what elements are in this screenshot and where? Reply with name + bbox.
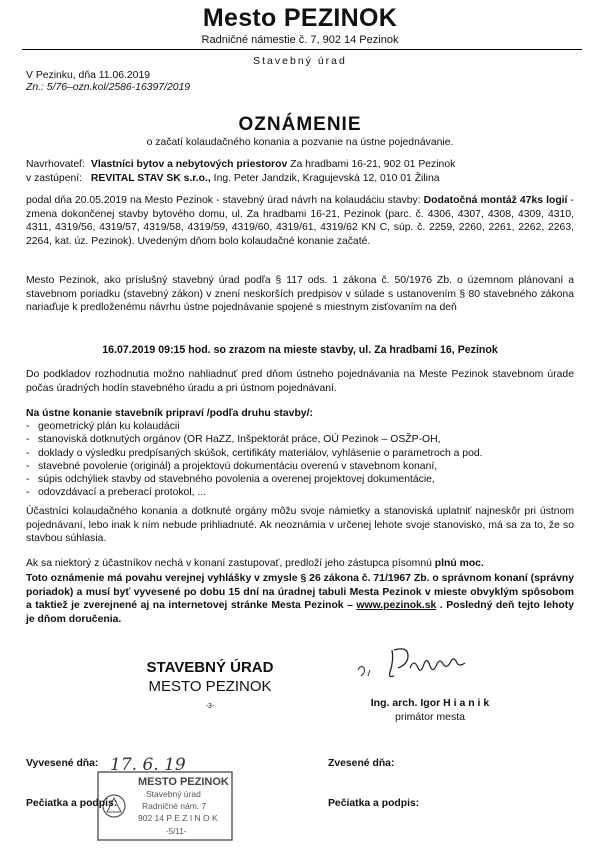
list-item: - geometrický plán ku kolaudácii [26,420,483,433]
paragraph-authority: Mesto Pezinok, ako príslušný stavebný úrad podľa § 117 ods. 1 zákona č. 50/1976 Zb. o územnom plánovaní a stavebnom poriadku (stavebný zákon) v znení neskorších predpisov v súlade s ustanovením § 80 stavebného zákona nariaďuje k predloženému návrhu ústne pojednávanie spojené s miestnym zisťovaním na deň [26,275,574,314]
handwritten-signature [350,640,490,690]
paragraph-representation [26,557,574,571]
announcement-title: OZNÁMENIE [238,114,362,135]
paragraph-public-notice [26,572,574,626]
place-date: V Pezinku, dňa 11.06.2019 [26,70,151,81]
representation-text: Ak sa niektorý z účastníkov nechá v konaní zastupovať, predloží jeho zástupca písomnú [26,558,435,569]
removed-date-label: Zvesené dňa: [328,758,395,769]
representative-address: Ing. Peter Jandzik, Kragujevská 12, 010 01 Žilina [210,173,440,184]
list-item: - odovzdávací a preberací protokol, ... [26,486,483,499]
list-item: - stavebné povolenie (originál) a projektovú dokumentáciu overenú v stavebnom konaní, [26,460,483,473]
power-of-attorney: plnú moc. [434,558,484,569]
public-notice-text: Toto oznámenie má povahu verejnej vyhlášky v zmysle § 26 zákona č. 71/1967 Zb. o správnom konaní (správny poriadok) a musí byť vyvesené po dobu 15 dní na úradnej tabuli Mesta Pezinok v mieste obvyklým spôsobom a taktiež je zverejnené aj na internetovej stránke Mesta Pezinok – [26,573,574,612]
applicant-row [26,158,455,172]
header-rule [22,49,582,50]
announcement-subtitle: o začatí kolaudačného konania a pozvanie na ústne pojednávanie. [146,137,454,148]
signature-office-line2: MESTO PEZINOK [148,678,272,695]
paragraph-objections: Účastníci kolaudačného konania a dotknuté orgány môžu svoje námietky a stanoviská uplatniť najneskôr pri ústnom pojednávaní, lebo inak k ním nebude prihliadnuté. Ak neoznámia v určenej lehote svoje stanovisko, má sa za to, že so stavbou súhlasia. [26,506,574,545]
reference-number: Zn.: 5/76–ozn.kol/2586-16397/2019 [26,82,191,93]
stamp-line5: -5/11- [166,827,187,836]
signatory-name: Ing. arch. Igor H i a n i k [370,697,490,709]
representative-name: REVITAL STAV SK s.r.o., [90,173,211,184]
applicant-name: Vlastníci bytov a nebytových priestorov [90,159,288,170]
stamp-line4: 902 14 P E Z I N O K [138,813,218,823]
header-office: Stavebný úrad [253,55,347,67]
header-title: Mesto PEZINOK [202,4,398,32]
hearing-date: 16.07.2019 09:15 hod. so zrazom na mieste stavby, ul. Za hradbami 16, Pezinok [102,344,498,356]
applicant-label: Navrhovateľ: [26,159,86,170]
representative-label: v zastúpení: [26,173,83,184]
signature-office-line1: STAVEBNÝ ÚRAD [146,659,274,676]
stamp-line2: Stavebný úrad [146,789,201,799]
public-notice-end: . Posledný deň tejto lehoty je dňom doručenia. [26,600,574,625]
website-link[interactable]: www.pezinok.sk [356,600,437,612]
list-item: - doklady o výsledku predpísaných skúšok, certifikáty materiálov, vyhlásenie o parametroch a pod. [26,447,483,460]
proposal-subject: Dodatočná montáž 47ks logií [423,195,568,206]
representative-row [26,172,440,186]
stamp-line3: Radničné nám. 7 [142,801,207,811]
posted-date-label: Vyvesené dňa: [26,758,99,769]
header-address: Radničné námestie č. 7, 902 14 Pezinok [201,34,399,46]
stamp-signature-label-left: Pečiatka a podpis: [26,798,118,809]
handwritten-date-text: 17. 6. 19 [110,755,186,775]
proposal-text-c: - zmena dokončenej stavby bytového domu, ul. Za hradbami 16-21, Pezinok (parc. č. 4306, 4307, 4308, 4309, 4310, 4311, 4319/56, 4319/57, 4319/58, 4319/59, 4319/60, 4319/61, 4319/62 KN C, súp. č. 2259, 2260, 2261, 2262, 2263, 2264, kat. úz. Pezinok). Uvedeným dňom bolo kolaudačné konanie začaté. [26,195,574,247]
stamp-signature-label-right: Pečiatka a podpis: [328,798,420,809]
paragraph-proposal [26,194,574,248]
requirements-list [26,420,483,500]
paragraph-documents: Do podkladov rozhodnutia možno nahliadnuť pred dňom ústneho pojednávania na Meste Pezinok stavebnom úrade počas úradných hodín stavebného úradu a pri ústnom pojednávaní. [26,369,574,394]
stamp-line1: MESTO PEZINOK [138,776,229,788]
list-item: - súpis odchýliek stavby od stavebného povolenia a overenej projektovej dokumentácie, [26,473,483,486]
list-item: - stanoviská dotknutých orgánov (OR HaZZ, Inšpektorát práce, OÚ Pezinok – OSŽP-OH, [26,433,483,446]
requirements-heading: Na ústne konanie stavebník pripraví /podľa druhu stavby/: [26,408,313,419]
applicant-address: Za hradbami 16-21, 902 01 Pezinok [287,159,456,170]
page-number: -3- [205,703,215,710]
signatory-role: primátor mesta [394,711,466,723]
proposal-text-a: podal dňa 20.05.2019 na Mesto Pezinok - stavebný úrad návrh na kolaudáciu stavby: [26,195,424,206]
